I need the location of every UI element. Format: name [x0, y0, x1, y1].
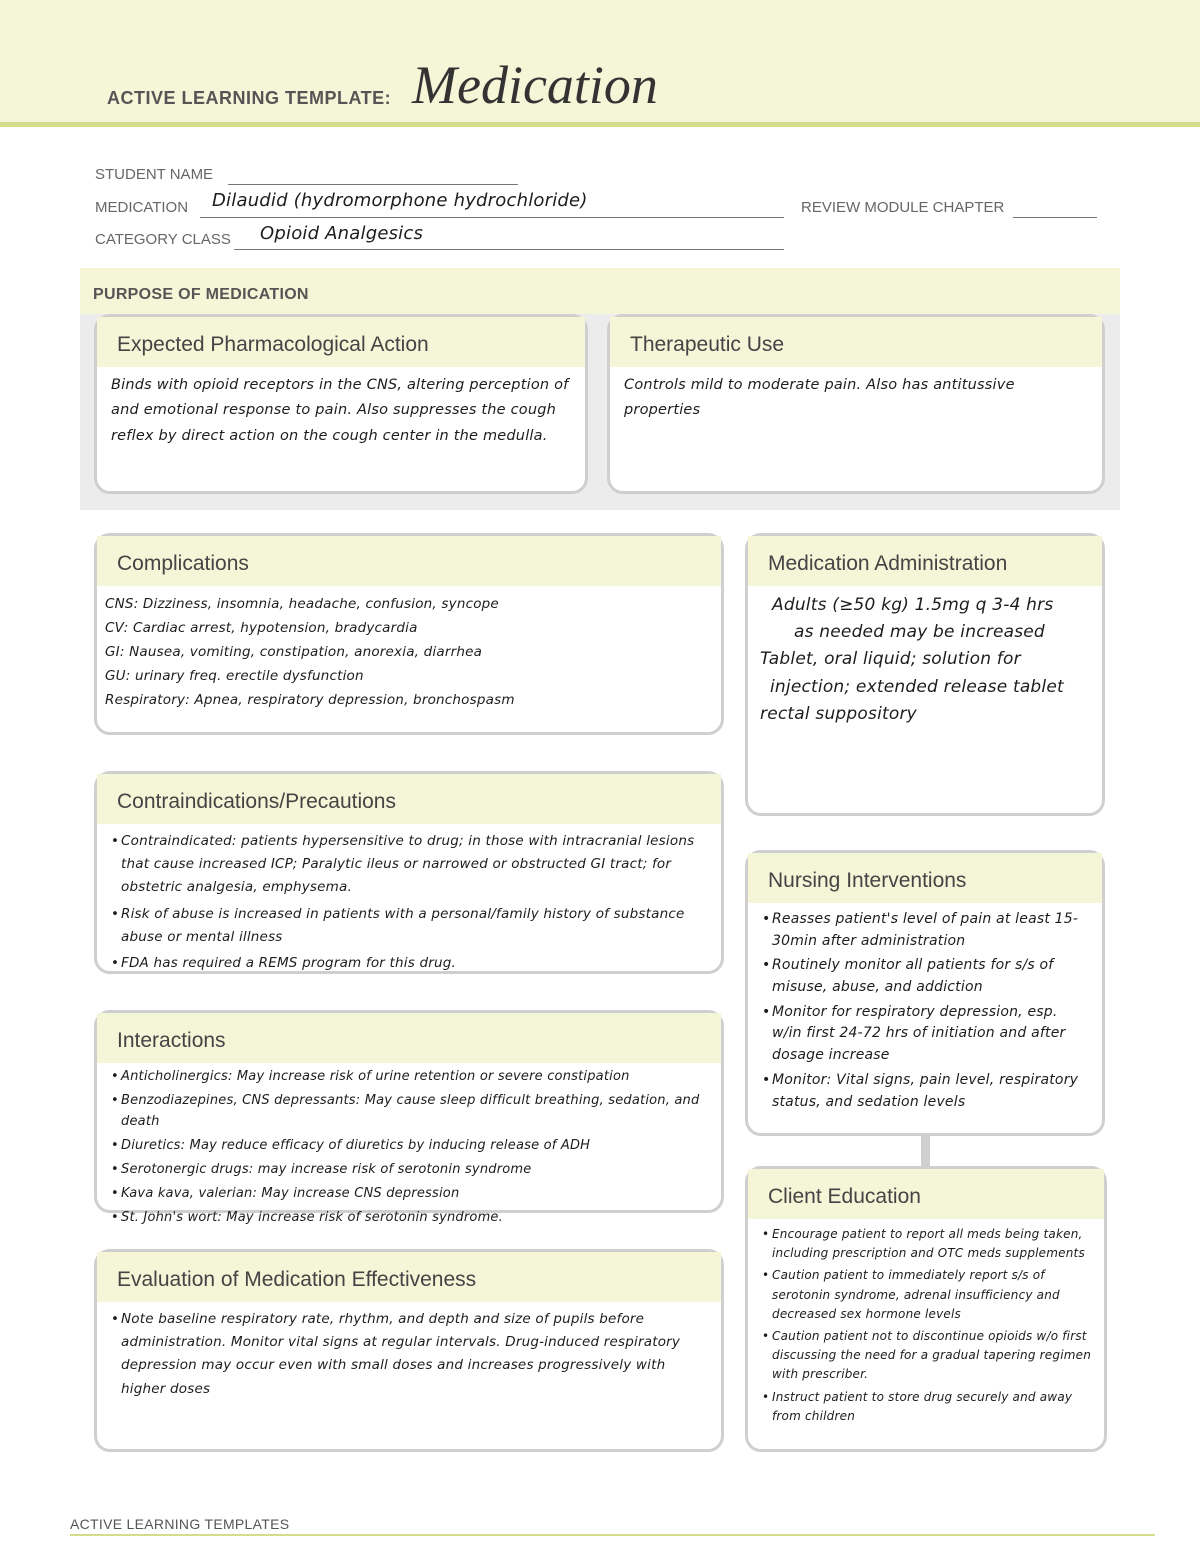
complications-heading: Complications — [97, 536, 721, 586]
contraindication-item[interactable]: • Risk of abuse is increased in patients with a personal/family history of substance abuse or mental illness — [111, 903, 709, 949]
client-education-card — [745, 1166, 1107, 1452]
review-module-label: REVIEW MODULE CHAPTER — [801, 199, 1005, 216]
category-class-line — [234, 249, 784, 250]
review-module-line — [1013, 217, 1097, 218]
client-education-item[interactable]: • Caution patient to immediately report s/s of serotonin syndrome, adrenal insufficiency and decreased sex hormone levels — [762, 1266, 1092, 1324]
complication-line[interactable]: GU: urinary freq. erectile dysfunction — [105, 668, 364, 685]
template-title: Medication — [412, 55, 658, 115]
administration-line[interactable]: Tablet, oral liquid; solution for — [760, 649, 1021, 670]
header-rule — [0, 122, 1200, 127]
client-education-item[interactable]: • Instruct patient to store drug securely and away from children — [762, 1388, 1092, 1426]
evaluation-item[interactable]: • Note baseline respiratory rate, rhythm, and depth and size of pupils before administration. Monitor vital signs at regular intervals. Drug-induced respiratory depression may occur even with small doses and increases progressively with higher doses — [111, 1308, 709, 1401]
interaction-item[interactable]: • Diuretics: May reduce efficacy of diuretics by inducing release of ADH — [111, 1135, 709, 1156]
expected-action-text[interactable]: Binds with opioid receptors in the CNS, altering perception of and emotional response to pain. Also suppresses the cough reflex by direct action on the cough center in the medulla. — [111, 377, 569, 444]
complications-card — [94, 533, 724, 735]
contraindication-item[interactable]: • FDA has required a REMS program for this drug. — [111, 952, 709, 975]
contraindications-card — [94, 771, 724, 974]
category-class-label: CATEGORY CLASS — [95, 231, 231, 248]
therapeutic-use-heading: Therapeutic Use — [610, 317, 1102, 367]
card-connector — [921, 1136, 930, 1166]
interactions-card — [94, 1010, 724, 1226]
medication-line — [200, 217, 784, 218]
therapeutic-use-card — [607, 314, 1105, 494]
nursing-intervention-item[interactable]: • Monitor: Vital signs, pain level, respiratory status, and sedation levels — [762, 1070, 1090, 1113]
interaction-item[interactable]: • Anticholinergics: May increase risk of urine retention or severe constipation — [111, 1066, 709, 1087]
administration-line[interactable]: Adults (≥50 kg) 1.5mg q 3-4 hrs — [772, 595, 1054, 615]
contraindication-item[interactable]: • Contraindicated: patients hypersensitive to drug; in those with intracranial lesions that cause increased ICP; Paralytic ileus or narrowed or obstructed GI tract; for obstetric analgesia, emphysema. — [111, 830, 709, 900]
complication-line[interactable]: CNS: Dizziness, insomnia, headache, confusion, syncope — [105, 596, 499, 612]
medication-administration-card — [745, 533, 1105, 816]
medication-field[interactable]: Dilaudid (hydromorphone hydrochloride) — [212, 190, 588, 211]
administration-line[interactable]: as needed may be increased — [794, 622, 1045, 643]
category-class-field[interactable]: Opioid Analgesics — [260, 223, 424, 244]
complication-line[interactable]: CV: Cardiac arrest, hypotension, bradycardia — [105, 620, 418, 637]
evaluation-card — [94, 1249, 724, 1452]
template-label: ACTIVE LEARNING TEMPLATE: — [107, 88, 392, 108]
client-education-item[interactable]: • Encourage patient to report all meds being taken, including prescription and OTC meds supplements — [762, 1225, 1092, 1263]
nursing-intervention-item[interactable]: • Reasses patient's level of pain at least 15-30min after administration — [762, 909, 1090, 952]
interaction-item[interactable]: • Kava kava, valerian: May increase CNS depression — [111, 1183, 709, 1204]
medication-administration-heading: Medication Administration — [748, 536, 1102, 586]
interaction-item[interactable]: • St. John's wort: May increase risk of serotonin syndrome. — [111, 1207, 709, 1228]
nursing-interventions-heading: Nursing Interventions — [748, 853, 1102, 903]
interaction-item[interactable]: • Serotonergic drugs: may increase risk of serotonin syndrome — [111, 1159, 709, 1180]
student-name-label: STUDENT NAME — [95, 166, 214, 183]
administration-line[interactable]: injection; extended release tablet — [770, 676, 1064, 697]
evaluation-heading: Evaluation of Medication Effectiveness — [97, 1252, 721, 1302]
medication-label: MEDICATION — [95, 199, 189, 216]
expected-action-card — [94, 314, 588, 494]
expected-action-heading: Expected Pharmacological Action — [97, 317, 585, 367]
nursing-intervention-item[interactable]: • Routinely monitor all patients for s/s of misuse, abuse, and addiction — [762, 955, 1090, 998]
nursing-interventions-card — [745, 850, 1105, 1136]
client-education-item[interactable]: • Caution patient not to discontinue opioids w/o first discussing the need for a gradual tapering regimen with prescriber. — [762, 1327, 1092, 1385]
complication-line[interactable]: GI: Nausea, vomiting, constipation, anorexia, diarrhea — [105, 644, 483, 661]
complication-line[interactable]: Respiratory: Apnea, respiratory depression, bronchospasm — [105, 692, 515, 709]
footer-text: ACTIVE LEARNING TEMPLATES — [70, 1516, 290, 1532]
footer-rule — [70, 1534, 1155, 1536]
interactions-heading: Interactions — [97, 1013, 721, 1063]
administration-line[interactable]: rectal suppository — [760, 703, 917, 724]
therapeutic-use-text[interactable]: Controls mild to moderate pain. Also has antitussive properties — [624, 377, 1015, 419]
student-name-line — [228, 184, 518, 185]
interaction-item[interactable]: • Benzodiazepines, CNS depressants: May cause sleep difficult breathing, sedation, and death — [111, 1090, 709, 1132]
contraindications-heading: Contraindications/Precautions — [97, 774, 721, 824]
purpose-title: PURPOSE OF MEDICATION — [93, 286, 309, 303]
client-education-heading: Client Education — [748, 1169, 1104, 1219]
nursing-intervention-item[interactable]: • Monitor for respiratory depression, esp. w/in first 24-72 hrs of initiation and after dosage increase — [762, 1002, 1090, 1067]
